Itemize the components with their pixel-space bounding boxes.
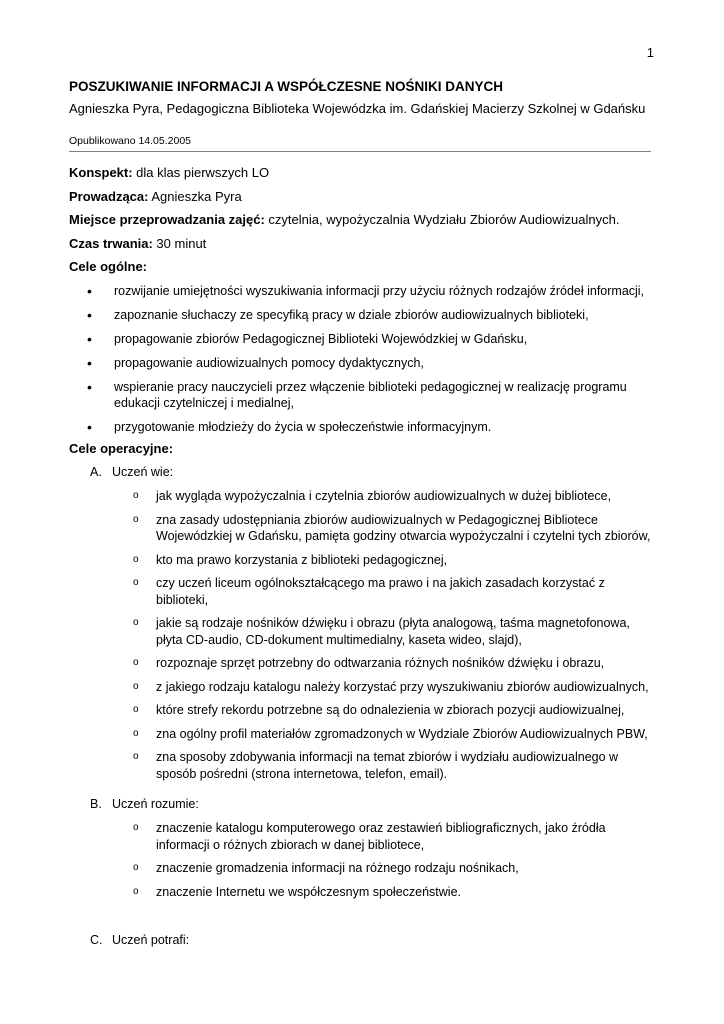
list-item: o jakie są rodzaje nośników dźwięku i obrazu (płyta analogową, taśma magnetofonowa, płyta CD-audio, CD-dokument multimedialny, kaseta wideo, slajd), xyxy=(69,615,659,648)
page-number: 1 xyxy=(646,45,654,60)
cele-ogolne-heading: Cele ogólne: xyxy=(69,259,148,274)
section-a-letter: A. xyxy=(90,465,102,479)
list-item: • zapoznanie słuchaczy ze specyfiką pracy w dziale zbiorów audiowizualnych biblioteki, xyxy=(69,307,659,323)
document-authors: Agnieszka Pyra, Pedagogiczna Biblioteka Wojewódzka im. Gdańskiej Macierzy Szkolnej w Gdańsku xyxy=(69,101,646,116)
meta-miejsce xyxy=(69,212,619,227)
section-b-list xyxy=(69,820,659,900)
divider xyxy=(69,151,651,152)
list-item: • propagowanie zbiorów Pedagogicznej Biblioteki Wojewódzkiej w Gdańsku, xyxy=(69,331,659,347)
meta-konspekt xyxy=(69,165,269,180)
section-a-list xyxy=(69,488,659,782)
document-title: POSZUKIWANIE INFORMACJI A WSPÓŁCZESNE NOŚNIKI DANYCH xyxy=(69,79,504,94)
meta-miejsce-label: Miejsce przeprowadzania zajęć: xyxy=(69,212,265,227)
list-item: • wspieranie pracy nauczycieli przez włączenie biblioteki pedagogicznej w realizację programu edukacji czytelniczej i medialnej, xyxy=(69,379,659,411)
meta-czas-value: 30 minut xyxy=(152,236,207,251)
section-b-letter: B. xyxy=(90,797,102,811)
section-b-heading xyxy=(90,797,199,811)
cele-operacyjne-heading: Cele operacyjne: xyxy=(69,441,174,456)
list-item: • przygotowanie młodzieży do życia w społeczeństwie informacyjnym. xyxy=(69,419,659,435)
list-item: o rozpoznaje sprzęt potrzebny do odtwarzania różnych nośników dźwięku i obrazu, xyxy=(69,655,659,672)
meta-konspekt-label: Konspekt: xyxy=(69,165,133,180)
meta-czas-label: Czas trwania: xyxy=(69,236,153,251)
list-item: o czy uczeń liceum ogólnokształcącego ma prawo i na jakich zasadach korzystać z biblioteki, xyxy=(69,575,659,608)
list-item: • rozwijanie umiejętności wyszukiwania informacji przy użyciu różnych rodzajów źródeł informacji, xyxy=(69,283,659,299)
cele-ogolne-list xyxy=(69,283,659,435)
section-a-label: Uczeń wie: xyxy=(112,465,174,479)
section-c-label: Uczeń potrafi: xyxy=(112,933,190,947)
list-item: o znaczenie katalogu komputerowego oraz zestawień bibliograficznych, jako źródła informacji o różnych zbiorach w danej bibliotece, xyxy=(69,820,659,853)
list-item: o znaczenie gromadzenia informacji na różnego rodzaju nośnikach, xyxy=(69,860,659,877)
meta-prowadzaca-value: Agnieszka Pyra xyxy=(148,189,242,204)
meta-prowadzaca xyxy=(69,189,242,204)
section-c-letter: C. xyxy=(90,933,103,947)
list-item: • propagowanie audiowizualnych pomocy dydaktycznych, xyxy=(69,355,659,371)
meta-konspekt-value: dla klas pierwszych LO xyxy=(132,165,270,180)
published-date: Opublikowano 14.05.2005 xyxy=(69,135,192,147)
list-item: o kto ma prawo korzystania z biblioteki pedagogicznej, xyxy=(69,552,659,569)
section-c-heading xyxy=(90,933,189,947)
list-item: o zna ogólny profil materiałów zgromadzonych w Wydziale Zbiorów Audiowizualnych PBW, xyxy=(69,726,659,743)
list-item: o z jakiego rodzaju katalogu należy korzystać przy wyszukiwaniu zbiorów audiowizualnych, xyxy=(69,679,659,696)
list-item: o jak wygląda wypożyczalnia i czytelnia zbiorów audiowizualnych w dużej bibliotece, xyxy=(69,488,659,505)
list-item: o znaczenie Internetu we współczesnym społeczeństwie. xyxy=(69,884,659,901)
list-item: o zna zasady udostępniania zbiorów audiowizualnych w Pedagogicznej Bibliotece Wojewódzkiej w Gdańsku, pamięta godziny otwarcia wypożyczalni i czytelni tych zbiorów, xyxy=(69,512,659,545)
meta-czas xyxy=(69,236,206,251)
list-item: o które strefy rekordu potrzebne są do odnalezienia w zbiorach pozycji audiowizualnej, xyxy=(69,702,659,719)
list-item: o zna sposoby zdobywania informacji na temat zbiorów i wydziału audiowizualnego w sposób pośredni (strona internetowa, telefon, email). xyxy=(69,749,659,782)
meta-prowadzaca-label: Prowadząca: xyxy=(69,189,149,204)
meta-miejsce-value: czytelnia, wypożyczalnia Wydziału Zbiorów Audiowizualnych. xyxy=(264,212,620,227)
section-b-label: Uczeń rozumie: xyxy=(112,797,199,811)
section-a-heading xyxy=(90,465,173,479)
